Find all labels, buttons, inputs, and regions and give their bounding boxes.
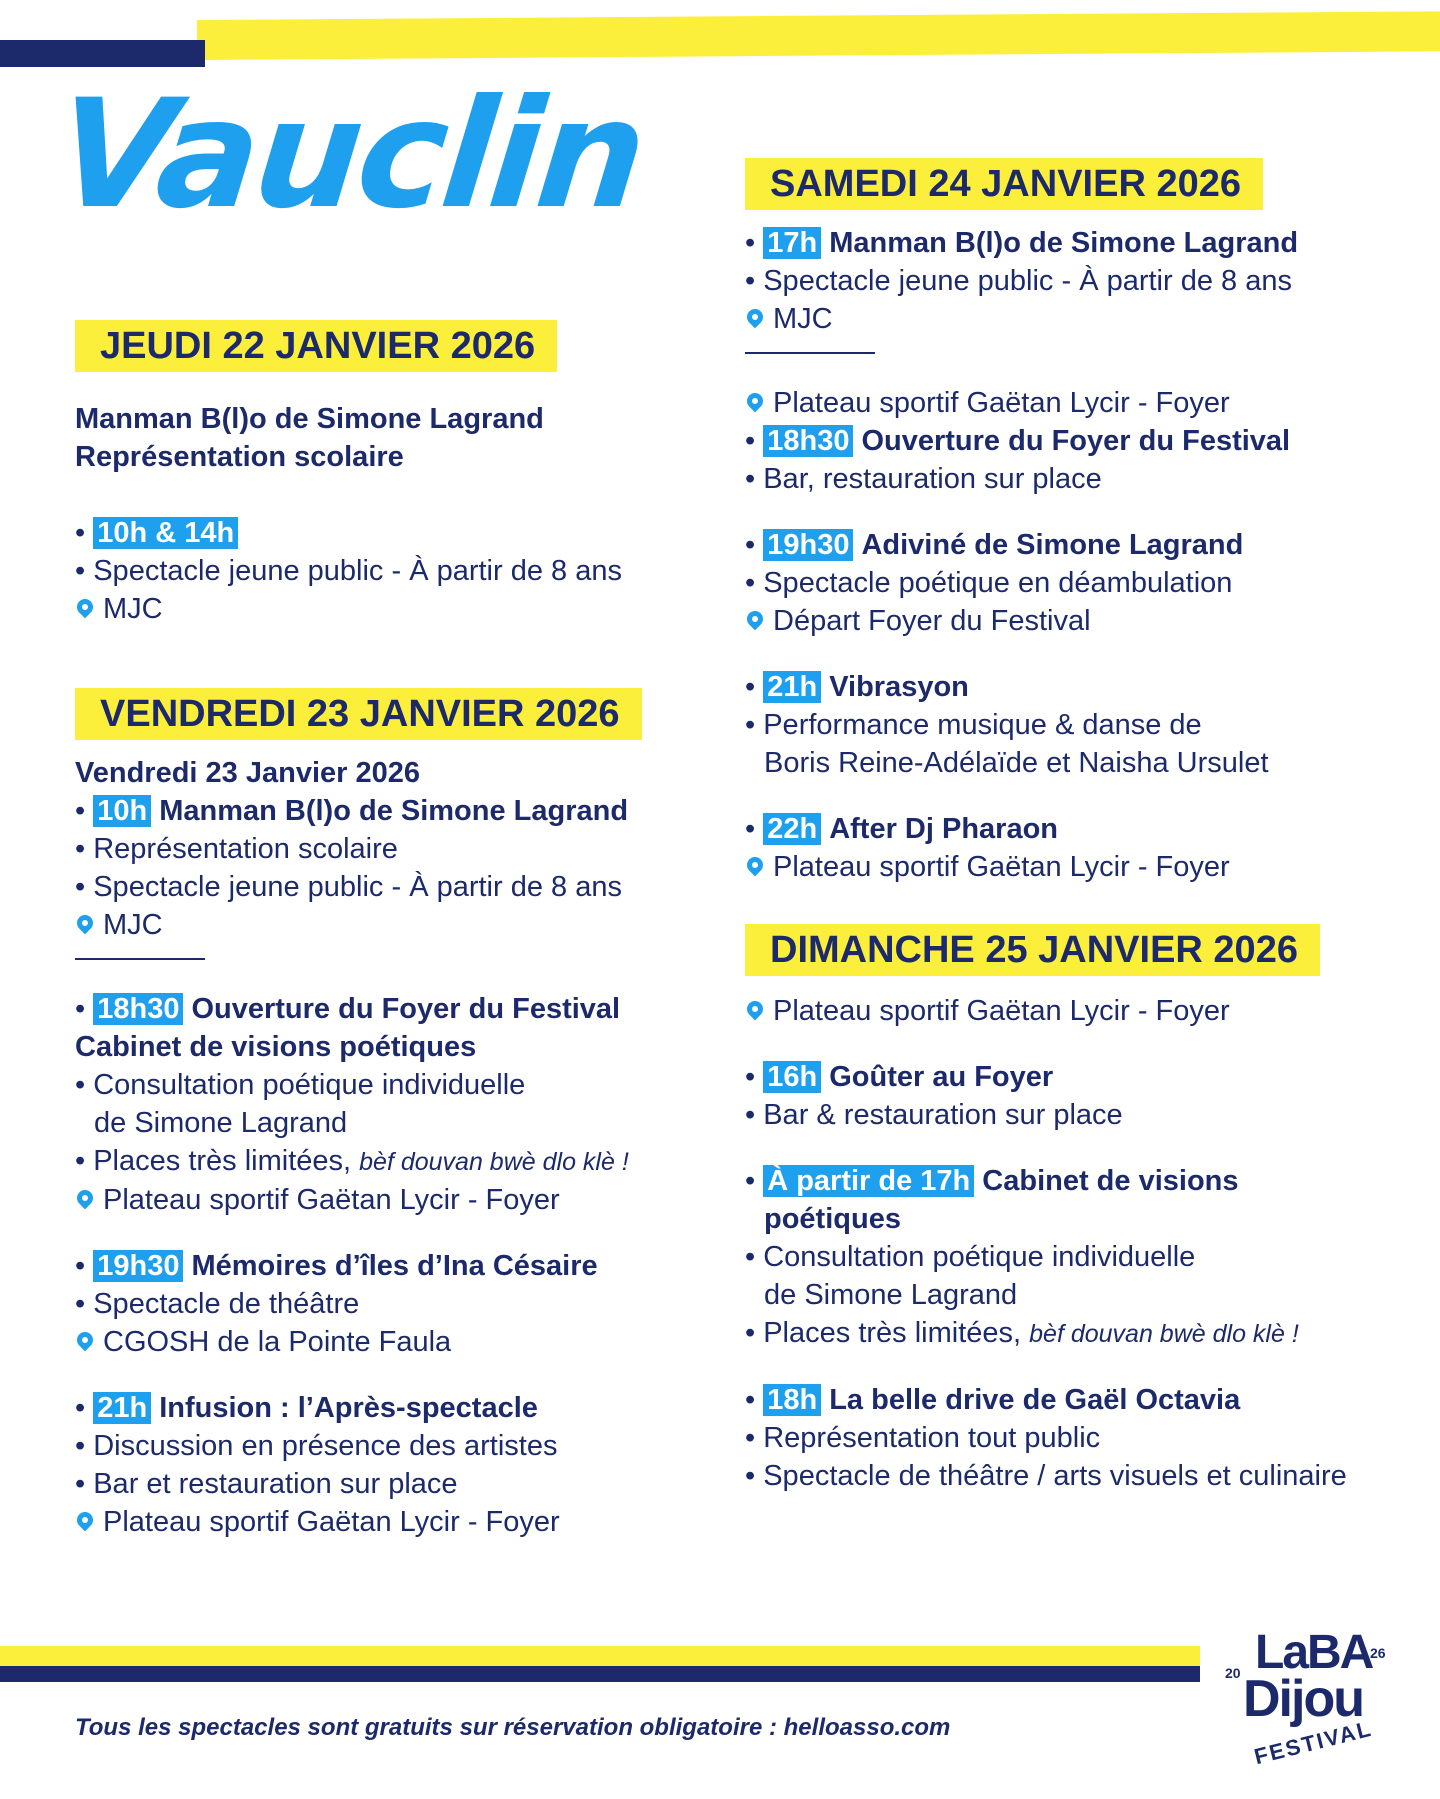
event-line: • Spectacle jeune public - À partir de 8 ans <box>75 871 622 903</box>
time-badge: À partir de 17h <box>763 1165 974 1197</box>
event-place: Départ Foyer du Festival <box>745 602 1425 640</box>
time-badge: 17h <box>763 227 821 259</box>
event-place: Plateau sportif Gaëtan Lycir - Foyer <box>745 848 1425 886</box>
time-badge: 10h <box>93 795 151 827</box>
event-line: • Spectacle jeune public - À partir de 8 ans <box>745 265 1292 297</box>
footer-note: Tous les spectacles sont gratuits sur réservation obligatoire : helloasso.com <box>75 1714 951 1741</box>
location-pin-icon <box>744 998 767 1021</box>
event-place: Plateau sportif Gaëtan Lycir - Foyer <box>75 1503 715 1541</box>
divider <box>745 352 875 354</box>
location-pin-icon <box>74 912 97 935</box>
event-place: Plateau sportif Gaëtan Lycir - Foyer <box>745 992 1425 1030</box>
event-place: MJC <box>745 300 1425 338</box>
event-line: de Simone Lagrand <box>764 1279 1018 1311</box>
event-title-row: • À partir de 17h Cabinet de visions <box>745 1165 1239 1197</box>
event-line: • Consultation poétique individuelle <box>745 1241 1196 1273</box>
event-title-row: • 16h Goûter au Foyer <box>745 1061 1054 1093</box>
event-line: • Spectacle poétique en déambulation <box>745 567 1233 599</box>
event-title: Manman B(l)o de Simone Lagrand <box>75 403 544 435</box>
event-title-row: • 18h30 Ouverture du Foyer du Festival <box>745 425 1291 457</box>
event-line: • Bar et restauration sur place <box>75 1468 458 1500</box>
event-place: Plateau sportif Gaëtan Lycir - Foyer <box>75 1181 715 1219</box>
time-badge: 19h30 <box>763 529 853 561</box>
divider <box>75 958 205 960</box>
event-time-row: • 10h & 14h <box>75 514 715 552</box>
event-place: CGOSH de la Pointe Faula <box>75 1323 715 1361</box>
location-pin-icon <box>74 596 97 619</box>
event-title-row: • 19h30 Mémoires d’îles d’Ina Césaire <box>75 1250 598 1282</box>
location-pin-icon <box>74 1187 97 1210</box>
festival-logo: LaBA 20 26 Dijou FESTIVAL <box>1225 1626 1386 1770</box>
event-line: • Spectacle jeune public - À partir de 8 ans <box>75 555 622 587</box>
event-place: MJC <box>75 906 715 944</box>
event-title-row: • 10h Manman B(l)o de Simone Lagrand <box>75 795 629 827</box>
event-subtitle: Représentation scolaire <box>75 441 404 473</box>
left-column <box>75 320 715 1541</box>
event-title-row: • 21h Vibrasyon <box>745 671 969 703</box>
time-badge: 18h30 <box>763 425 853 457</box>
event-line: • Places très limitées, bèf douvan bwè dlo klè ! <box>75 1145 629 1177</box>
event-title-row: • 19h30 Adiviné de Simone Lagrand <box>745 529 1244 561</box>
event-place: MJC <box>75 590 715 628</box>
location-pin-icon <box>744 854 767 877</box>
time-badge: 22h <box>763 813 821 845</box>
time-badge: 19h30 <box>93 1250 183 1282</box>
event-title-cont: poétiques <box>764 1203 901 1235</box>
location-pin-icon <box>744 608 767 631</box>
event-line: Boris Reine-Adélaïde et Naisha Ursulet <box>764 747 1269 779</box>
event-title-row: • 17h Manman B(l)o de Simone Lagrand <box>745 227 1299 259</box>
bottom-navy-stripe <box>0 1666 1200 1682</box>
event-title-row: • 18h30 Ouverture du Foyer du Festival <box>75 993 621 1025</box>
event-line: • Représentation tout public <box>745 1422 1101 1454</box>
event-line: • Places très limitées, bèf douvan bwè dlo klè ! <box>745 1317 1299 1349</box>
time-badge: 16h <box>763 1061 821 1093</box>
event-line: • Spectacle de théâtre <box>75 1288 360 1320</box>
event-line: • Représentation scolaire <box>75 833 398 865</box>
location-pin-icon <box>744 390 767 413</box>
top-navy-stripe <box>0 40 205 67</box>
event-line: • Discussion en présence des artistes <box>75 1430 558 1462</box>
day-heading: DIMANCHE 25 JANVIER 2026 <box>745 924 1320 976</box>
day-heading: SAMEDI 24 JANVIER 2026 <box>745 158 1263 210</box>
event-line: • Bar, restauration sur place <box>745 463 1102 495</box>
event-line: de Simone Lagrand <box>94 1107 348 1139</box>
top-yellow-stripe <box>197 11 1440 60</box>
time-badge: 18h30 <box>93 993 183 1025</box>
right-column <box>745 158 1425 1495</box>
event-line: • Bar & restauration sur place <box>745 1099 1123 1131</box>
time-badge: 10h & 14h <box>93 517 238 549</box>
event-subtitle: Cabinet de visions poétiques <box>75 1031 477 1063</box>
day-subheading: Vendredi 23 Janvier 2026 <box>75 757 420 789</box>
time-badge: 21h <box>93 1392 151 1424</box>
event-title-row: • 22h After Dj Pharaon <box>745 813 1059 845</box>
event-title-row: • 18h La belle drive de Gaël Octavia <box>745 1384 1241 1416</box>
event-line: • Performance musique & danse de <box>745 709 1202 741</box>
time-badge: 21h <box>763 671 821 703</box>
day-heading: JEUDI 22 JANVIER 2026 <box>75 320 557 372</box>
event-place: Plateau sportif Gaëtan Lycir - Foyer <box>745 384 1425 422</box>
event-line: • Spectacle de théâtre / arts visuels et culinaire <box>745 1460 1347 1492</box>
time-badge: 18h <box>763 1384 821 1416</box>
location-pin-icon <box>74 1509 97 1532</box>
location-pin-icon <box>744 306 767 329</box>
event-line: • Consultation poétique individuelle <box>75 1069 526 1101</box>
event-title-row: • 21h Infusion : l’Après-spectacle <box>75 1392 538 1424</box>
day-heading: VENDREDI 23 JANVIER 2026 <box>75 688 642 740</box>
page-title: Vauclin <box>48 68 651 242</box>
location-pin-icon <box>74 1329 97 1352</box>
